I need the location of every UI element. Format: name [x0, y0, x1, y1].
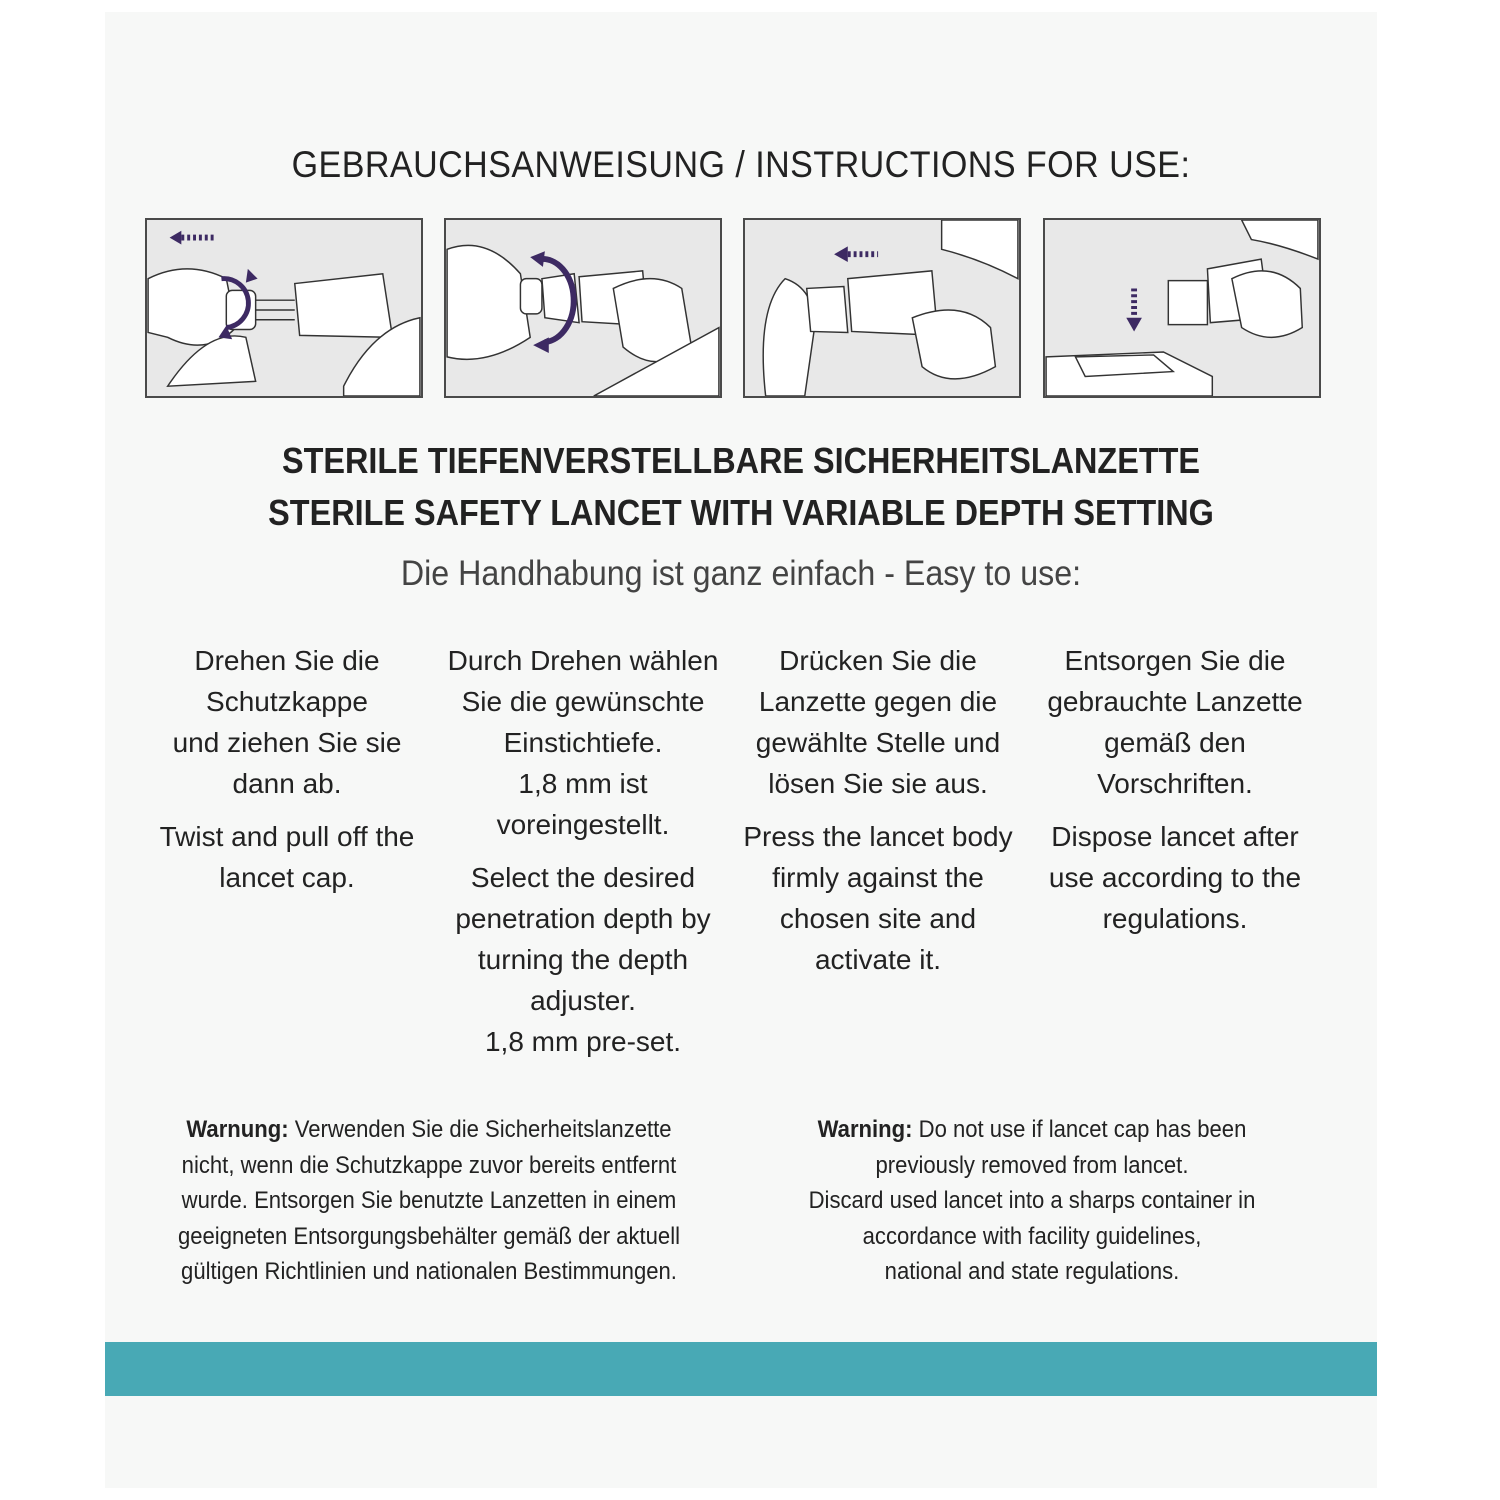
product-heading-german: STERILE TIEFENVERSTELLBARE SICHERHEITSLANZETTE — [281, 440, 1201, 481]
warning-english — [774, 1112, 1289, 1290]
step-4-german: Entsorgen Sie die gebrauchte Lanzette gemäß den Vorschriften. — [1047, 645, 1303, 799]
page-title: GEBRAUCHSANWEISUNG / INSTRUCTIONS FOR USE: — [291, 144, 1191, 185]
step-1 — [142, 640, 432, 910]
instruction-card — [105, 12, 1377, 1488]
warning-english-label: Warning: — [817, 1116, 913, 1143]
press-lancet-illustration — [743, 218, 1021, 398]
easy-to-use-subheading: Die Handhabung ist ganz einfach - Easy to use: — [400, 554, 1082, 593]
product-heading-english: STERILE SAFETY LANCET WITH VARIABLE DEPTH SETTING — [268, 492, 1214, 533]
step-3 — [733, 640, 1023, 992]
dispose-lancet-illustration — [1043, 218, 1321, 398]
step-1-english: Twist and pull off the lancet cap. — [159, 821, 415, 893]
teal-stripe — [105, 1342, 1377, 1396]
illustration-row — [145, 218, 1325, 400]
warning-english-text: Do not use if lancet cap has been previously removed from lancet. Discard used lancet into a sharps container in accordance with facility guidelines, national and state regulations. — [808, 1116, 1256, 1285]
step-2 — [438, 640, 728, 1074]
warning-german — [171, 1112, 686, 1290]
rotate-depth-illustration — [444, 218, 722, 398]
step-2-german: Durch Drehen wählen Sie die gewünschte Einstichtiefe. 1,8 mm ist voreingestellt. — [447, 645, 719, 840]
warning-german-label: Warnung: — [186, 1116, 289, 1143]
step-2-english: Select the desired penetration depth by turning the depth adjuster. 1,8 mm pre-set. — [455, 862, 711, 1057]
step-3-german: Drücken Sie die Lanzette gegen die gewählte Stelle und lösen Sie sie aus. — [755, 645, 1001, 799]
step-3-english: Press the lancet body firmly against the chosen site and activate it. — [743, 821, 1013, 975]
step-4-english: Dispose lancet after use according to the regulations. — [1048, 821, 1302, 934]
step-1-german: Drehen Sie die Schutzkappe und ziehen Sie sie dann ab. — [172, 645, 402, 799]
twist-cap-illustration — [145, 218, 423, 398]
warning-german-text: Verwenden Sie die Sicherheitslanzette nicht, wenn die Schutzkappe zuvor bereits entfernt wurde. Entsorgen Sie benutzte Lanzetten in einem geeigneten Entsorgungsbehälter gemäß der aktuell gültigen Richtlinien und nationalen Bestimmungen. — [177, 1116, 681, 1285]
step-4 — [1030, 640, 1320, 951]
